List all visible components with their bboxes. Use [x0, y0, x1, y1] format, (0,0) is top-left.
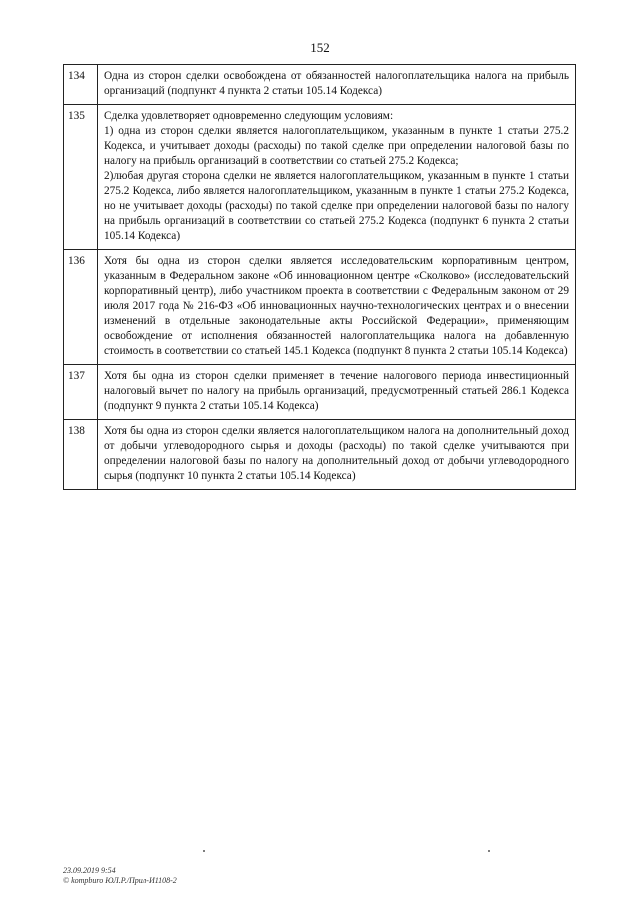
row-text — [98, 365, 576, 420]
scan-speck — [203, 850, 205, 852]
row-number: 137 — [64, 365, 98, 420]
row-number: 138 — [64, 420, 98, 490]
row-text — [98, 420, 576, 490]
row-text — [98, 65, 576, 105]
row-paragraph: Хотя бы одна из сторон сделки является налогоплательщиком налога на дополнительный доход от добычи углеводородного сырья и доходы (расходы) по такой сделке учитываются при определении налоговой базы по налогу на дополнительный доход от добычи углеводородного сырья (подпункт 10 пункта 2 статьи 105.14 Кодекса) — [104, 425, 569, 482]
row-text — [98, 250, 576, 365]
footer-timestamp: 23.09.2019 9:54 — [63, 866, 116, 875]
row-paragraph: Хотя бы одна из сторон сделки применяет в течение налогового периода инвестиционный налоговый вычет по налогу на прибыль организаций, предусмотренный статьей 286.1 Кодекса (подпункт 9 пункта 2 статьи 105.14 Кодекса) — [104, 370, 569, 412]
scan-speck — [488, 850, 490, 852]
row-paragraph: 1) одна из сторон сделки является налогоплательщиком, указанным в пункте 1 статьи 275.2 Кодекса, и учитывает доходы (расходы) по такой сделке при определении налоговой базы по налогу на прибыль организаций в соответствии со статьей 275.2 Кодекса; — [104, 125, 569, 167]
row-number: 134 — [64, 65, 98, 105]
row-paragraph: Сделка удовлетворяет одновременно следующим условиям: — [104, 110, 394, 122]
table-row — [64, 420, 576, 490]
row-number: 135 — [64, 105, 98, 250]
row-number: 136 — [64, 250, 98, 365]
row-paragraph: 2)любая другая сторона сделки не является налогоплательщиком, указанным в пункте 1 статьи 275.2 Кодекса, либо является налогоплательщиком, указанным в пункте 1 статьи 275.2 Кодекса, но не учитывает доходы (расходы) по такой сделке при определении налоговой базы по налогу на прибыль организаций в соответствии со статьей 275.2 Кодекса (подпункт 6 пункта 2 статьи 105.14 Кодекса) — [104, 170, 569, 242]
table-row — [64, 365, 576, 420]
row-paragraph: Одна из сторон сделки освобождена от обязанностей налогоплательщика налога на прибыль организаций (подпункт 4 пункта 2 статьи 105.14 Кодекса) — [104, 70, 569, 97]
print-footer — [63, 866, 177, 886]
table-row — [64, 105, 576, 250]
page-number: 152 — [310, 40, 330, 55]
row-paragraph: Хотя бы одна из сторон сделки является исследовательским корпоративным центром, указанным в Федеральном законе «Об инновационном центре «Сколково» (исследовательский корпоративный центр), либо участником проекта в соответствии с Федеральным законом от 29 июля 2017 года № 216-ФЗ «Об инновационных научно-технологических центрах и о внесении изменений в отдельные законодательные акты Российской Федерации», применяющим освобождение от исполнения обязанностей налогоплательщика налога на добавленную стоимость в соответствии со статьей 145.1 Кодекса (подпункт 8 пункта 2 статьи 105.14 Кодекса) — [104, 255, 569, 357]
table-row — [64, 65, 576, 105]
footer-source: © kompburo ЮЛ.Р./Прил-И1108-2 — [63, 876, 177, 885]
clauses-table — [63, 64, 576, 490]
row-text — [98, 105, 576, 250]
table-row — [64, 250, 576, 365]
